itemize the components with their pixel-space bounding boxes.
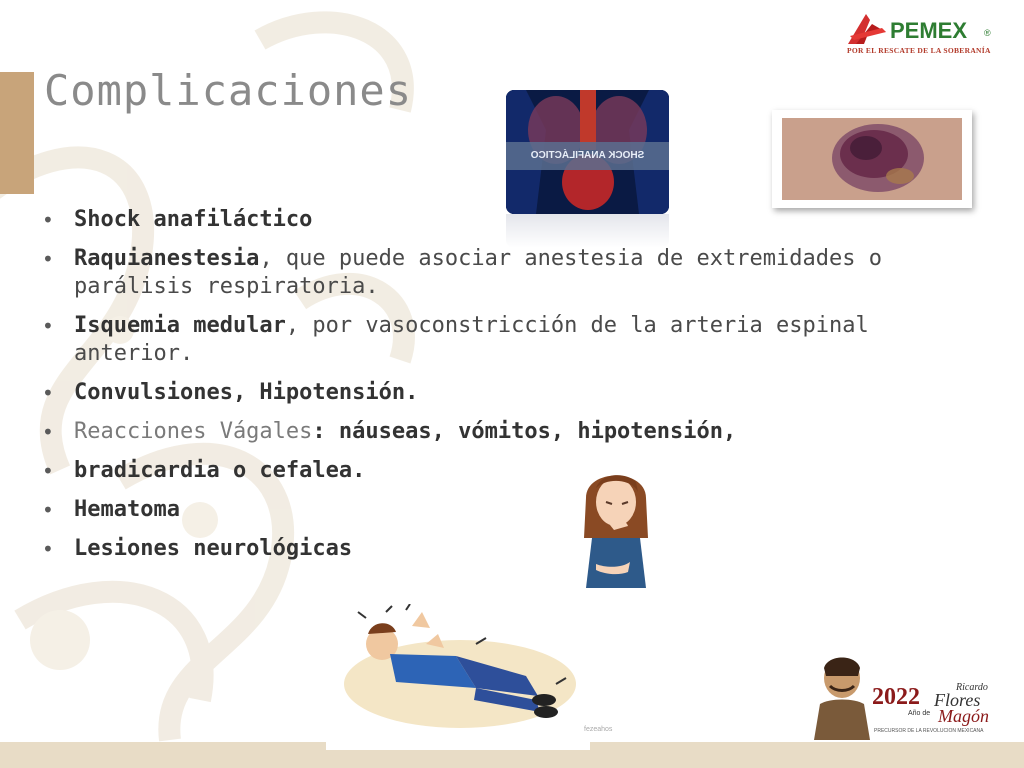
list-item: • Raquianestesia, que puede asociar anestesia de extremidades o parálisis respiratoria. [42,246,882,299]
pemex-tagline: POR EL RESCATE DE LA SOBERANÍA [847,46,991,55]
badge-subtitle: PRECURSOR DE LA REVOLUCIÓN MEXICANA [874,728,984,734]
convulsion-illustration [326,604,590,750]
complications-list [40,206,890,574]
seizure-man-icon [326,604,590,750]
list-item: • Reacciones Vágales: náuseas, vómitos, hipotensión, [42,419,737,444]
list-item: • Hematoma [42,497,180,522]
flores-magon-badge [810,654,996,742]
list-item: • Convulsiones, Hipotensión. [42,380,419,405]
portrait-icon [810,654,874,740]
badge-year-label: Año de [908,710,931,717]
badge-name-flores: Flores [934,690,981,710]
hematoma-photo [772,110,972,208]
bruise-icon [782,118,962,200]
pemex-brand: PEMEX [890,18,968,43]
shock-image-caption: SHOCK ANAFILÁCTICO [530,150,645,161]
pemex-eagle-logo-icon [846,10,890,48]
shock-anafilactico-image [506,90,669,214]
badge-year: 2022 [872,684,920,710]
list-item: • Lesiones neurológicas [42,536,353,561]
slide-title: Complicaciones [44,66,413,115]
badge-name-magon: Magón [938,706,989,726]
nauseous-woman-illustration [566,468,666,588]
badge-name-first: Ricardo [956,682,988,693]
list-item: • Isquemia medular, por vasoconstricción de la arteria espinal anterior. [42,313,869,366]
list-item: • Shock anafiláctico [42,207,313,232]
title-accent-bar [0,72,34,194]
image-watermark: fezeahos [584,726,613,733]
list-item: • bradicardia o cefalea. [42,458,366,483]
pemex-registered: ® [984,28,991,38]
